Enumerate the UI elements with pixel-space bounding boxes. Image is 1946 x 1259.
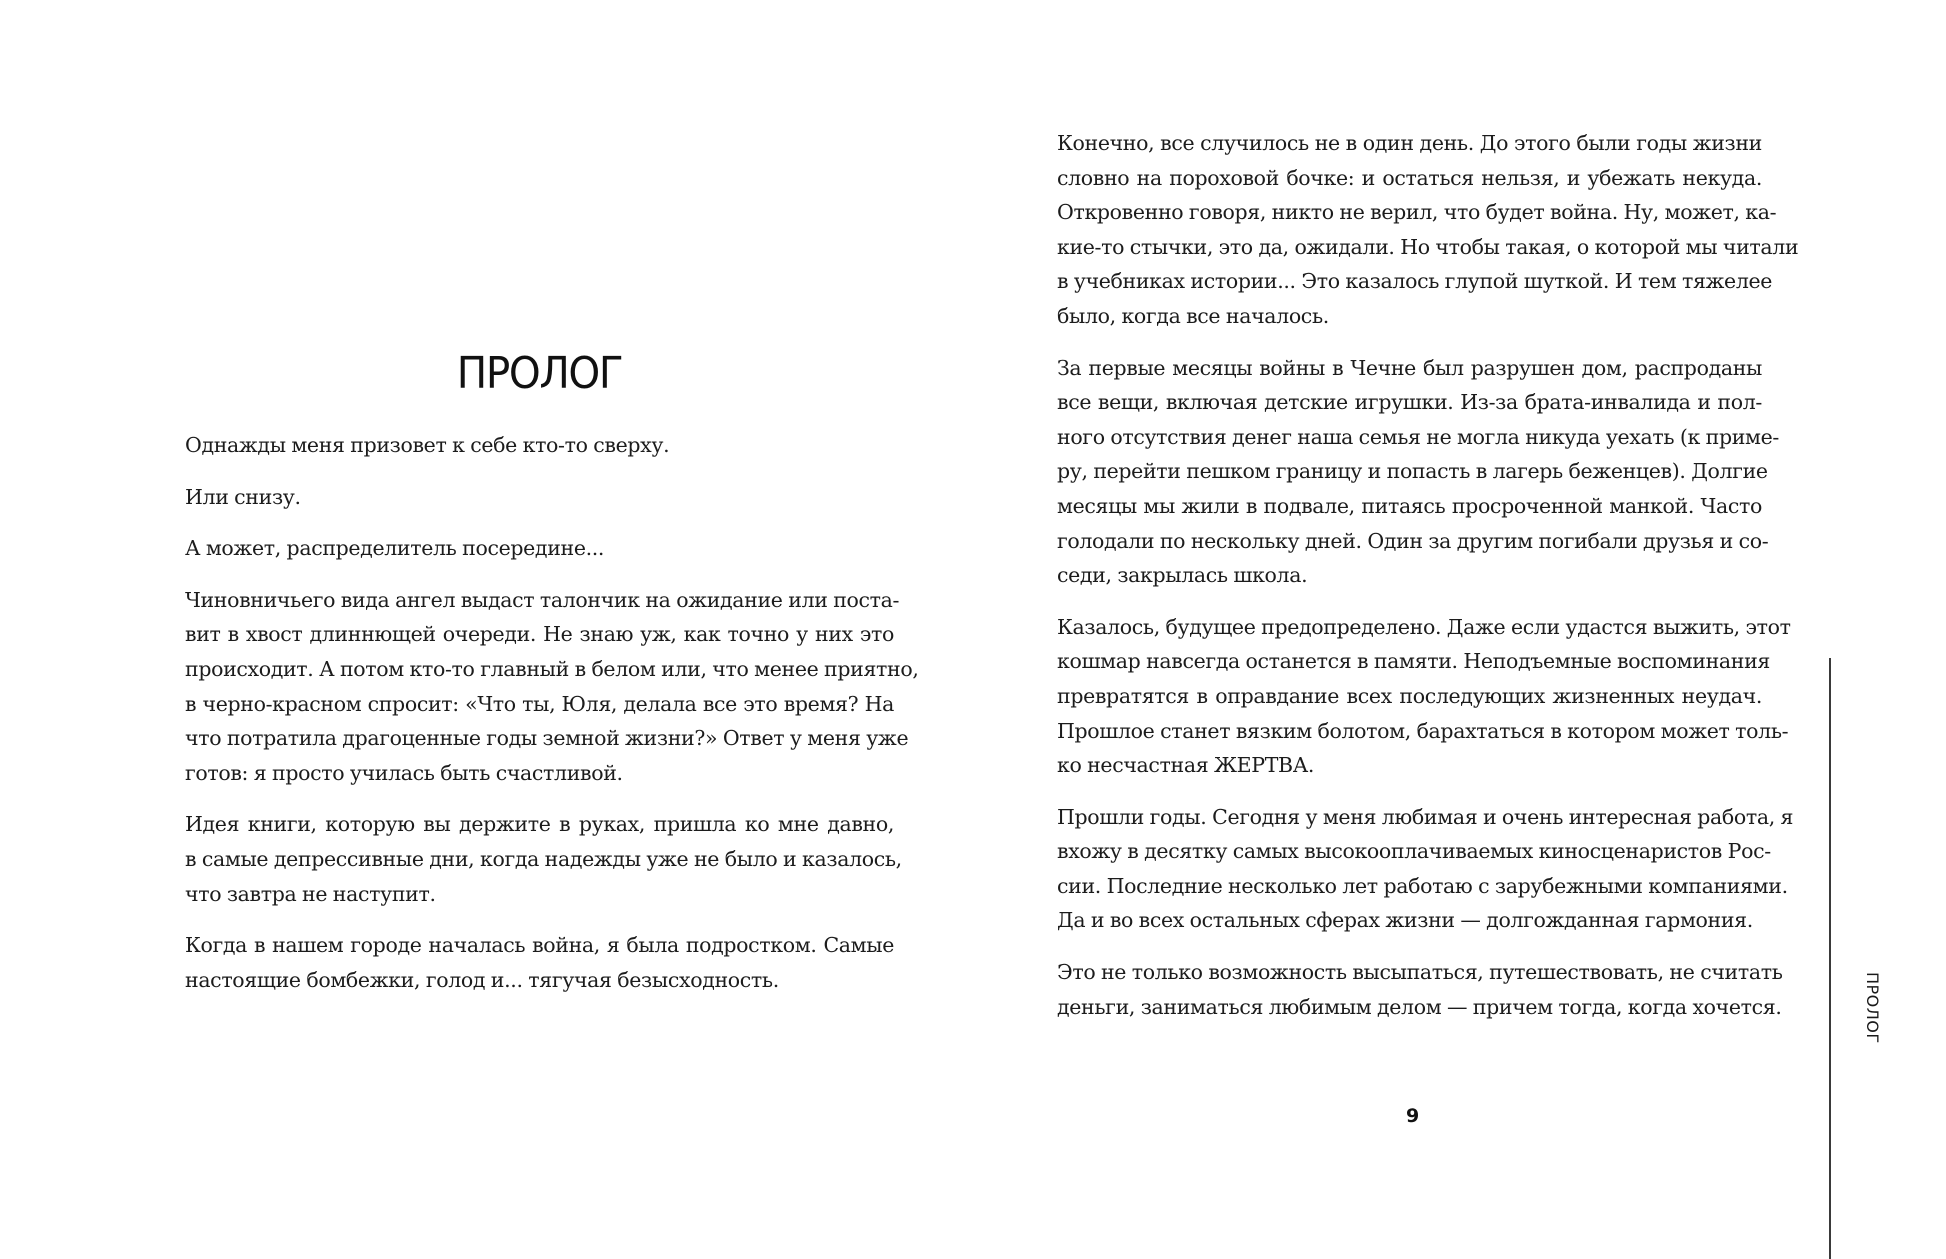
text-line: деньги, заниматься любимым делом — причем тогда, когда хочется. bbox=[1057, 994, 1782, 1019]
text-line: Это не только возможность высыпаться, путешествовать, не считать bbox=[1057, 960, 1783, 985]
text-line: настоящие бомбежки, голод и... тягучая безысходность. bbox=[185, 967, 779, 992]
text-line: Откровенно говоря, никто не верил, что будет война. Ну, может, ка- bbox=[1057, 200, 1777, 225]
text-line: месяцы мы жили в подвале, питаясь просроченной манкой. Часто bbox=[1057, 493, 1762, 518]
text-line: ного отсутствия денег наша семья не могла никуда уехать (к приме- bbox=[1057, 424, 1779, 449]
text-line: Чиновничьего вида ангел выдаст талончик на ожидание или поста- bbox=[185, 587, 900, 612]
right-page-text bbox=[1057, 126, 1799, 1041]
chapter-title: ПРОЛОГ bbox=[456, 348, 623, 399]
paragraph bbox=[1057, 610, 1791, 783]
text-line: что потратила драгоценные годы земной жизни?» Ответ у меня уже bbox=[185, 726, 909, 751]
text-line: Когда в нашем городе началась война, я была подростком. Самые bbox=[185, 933, 894, 958]
text-line: словно на пороховой бочке: и остаться нельзя, и убежать некуда. bbox=[1057, 165, 1762, 190]
paragraph bbox=[1057, 351, 1779, 593]
text-line: Идея книги, которую вы держите в руках, пришла ко мне давно, bbox=[185, 812, 894, 837]
page-number: 9 bbox=[1406, 1105, 1420, 1127]
paragraph bbox=[1057, 800, 1794, 938]
text-line: сии. Последние несколько лет работаю с зарубежными компаниями. bbox=[1057, 873, 1788, 898]
text-line: готов: я просто училась быть счастливой. bbox=[185, 760, 623, 785]
text-line: происходит. А потом кто-то главный в белом или, что менее приятно, bbox=[185, 656, 919, 681]
text-line: ко несчастная ЖЕРТВА. bbox=[1057, 753, 1315, 778]
paragraph bbox=[185, 807, 902, 911]
text-line: превратятся в оправдание всех последующих жизненных неудач. bbox=[1057, 683, 1762, 708]
text-line: ру, перейти пешком границу и попасть в лагерь беженцев). Долгие bbox=[1057, 459, 1768, 484]
text-line: Казалось, будущее предопределено. Даже если удастся выжить, этот bbox=[1057, 614, 1791, 639]
text-line: вхожу в десятку самых высокооплачиваемых киносценаристов Рос- bbox=[1057, 839, 1771, 864]
text-line: Однажды меня призовет к себе кто-то сверху. bbox=[185, 433, 670, 457]
text-line: голодали по нескольку дней. Один за другим погибали друзья и со- bbox=[1057, 528, 1769, 553]
text-line: А может, распределитель посередине... bbox=[185, 536, 605, 561]
text-line: в самые депрессивные дни, когда надежды уже не было и казалось, bbox=[185, 846, 902, 871]
paragraph bbox=[185, 480, 894, 515]
text-line: Да и во всех остальных сферах жизни — долгожданная гармония. bbox=[1057, 908, 1753, 933]
running-head bbox=[1845, 972, 1882, 1052]
text-line: Прошли годы. Сегодня у меня любимая и очень интересная работа, я bbox=[1057, 804, 1794, 829]
paragraph bbox=[185, 583, 919, 791]
running-head-label: ПРОЛОГ bbox=[1863, 972, 1882, 1044]
text-line: в черно-красном спросит: «Что ты, Юля, делала все это время? На bbox=[185, 691, 894, 716]
paragraph bbox=[1057, 126, 1799, 334]
paragraph bbox=[185, 928, 894, 997]
text-line: седи, закрылась школа. bbox=[1057, 563, 1308, 588]
text-line: За первые месяцы войны в Чечне был разрушен дом, распроданы bbox=[1057, 355, 1762, 380]
paragraph bbox=[185, 531, 894, 566]
text-line: было, когда все началось. bbox=[1057, 303, 1329, 328]
text-line: вит в хвост длиннющей очереди. Не знаю уж, как точно у них это bbox=[185, 622, 894, 647]
left-page-text bbox=[185, 428, 919, 1014]
paragraph bbox=[1057, 955, 1783, 1024]
text-line: Конечно, все случилось не в один день. До этого были годы жизни bbox=[1057, 131, 1762, 155]
text-line: что завтра не наступит. bbox=[185, 881, 436, 906]
text-line: все вещи, включая детские игрушки. Из-за брата-инвалида и пол- bbox=[1057, 390, 1762, 415]
text-line: в учебниках истории... Это казалось глупой шуткой. И тем тяжелее bbox=[1057, 269, 1773, 294]
text-line: кошмар навсегда останется в памяти. Неподъемные воспоминания bbox=[1057, 649, 1770, 674]
text-line: кие-то стычки, это да, ожидали. Но чтобы такая, о которой мы читали bbox=[1057, 234, 1799, 259]
text-line: Или снизу. bbox=[185, 484, 301, 509]
text-line: Прошлое станет вязким болотом, барахтаться в котором может толь- bbox=[1057, 718, 1789, 743]
right-page bbox=[973, 0, 1946, 1259]
paragraph bbox=[185, 428, 894, 463]
margin-rule bbox=[1829, 658, 1831, 1259]
